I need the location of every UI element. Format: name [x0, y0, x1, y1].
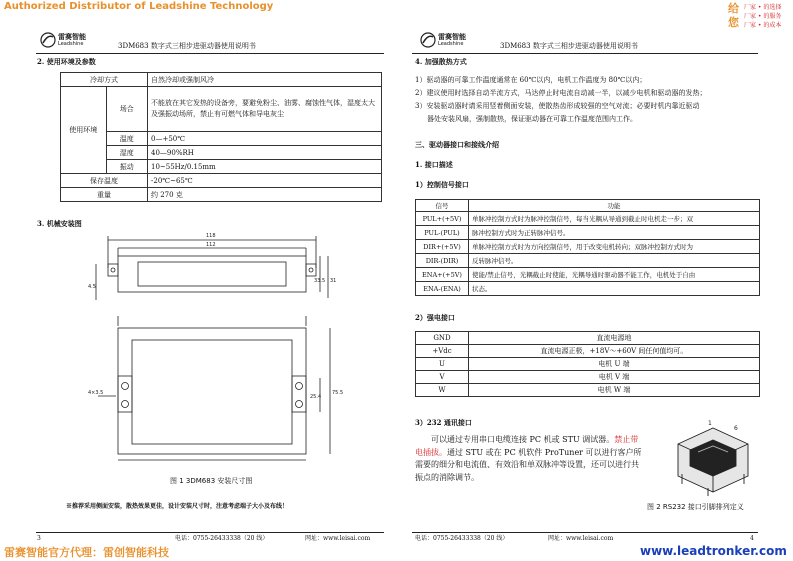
site-value: 不能放在其它发热的设备旁，要避免粉尘、油雾、腐蚀性气体，湿度太大及强振动场所，禁止有可燃气体和导电灰尘 [148, 87, 382, 132]
heat-list [415, 74, 760, 126]
weight-label: 重量 [61, 188, 148, 202]
pin-6-label: 6 [734, 425, 738, 432]
dim-hole: 4×3.5 [88, 390, 104, 396]
dim-75-5: 75.5 [332, 390, 344, 396]
table-cell: 直流电源地 [469, 332, 760, 345]
heat-item: 3）安装驱动器时请采用竖着侧面安装，使散热齿形成较强的空气对流；必要时机内靠近驱动 [415, 102, 700, 110]
leadshine-logo-icon [420, 32, 436, 48]
right-footer-web: 网址：www.leisai.com [548, 535, 614, 542]
website-banner[interactable]: www.leadtronker.com [640, 544, 787, 558]
leadshine-logo-icon [40, 32, 56, 48]
dim-112: 112 [206, 242, 216, 248]
sub-1-2-title: 2）强电接口 [415, 313, 455, 322]
right-footer-tel: 电话：0755-26433338（20 线） [415, 535, 509, 542]
store-label: 保存温度 [61, 174, 148, 188]
dim-118: 118 [206, 233, 216, 239]
weight-value: 约 270 克 [148, 188, 382, 202]
table-row: PUL+(+5V) [416, 212, 469, 226]
store-value: -20℃~65℃ [148, 174, 382, 188]
power-table [415, 331, 760, 397]
temp-label: 温度 [106, 132, 147, 146]
hum-value: 40—90%RH [148, 146, 382, 160]
table-cell: 单脉冲控制方式时为脉冲控制信号，每当光耦从导通到截止时电机走一步；双 [469, 212, 760, 226]
table-row: DIR-(DIR) [416, 254, 469, 268]
vib-label: 振动 [106, 160, 147, 174]
rj-connector-icon [668, 416, 758, 496]
heat-item: 器处安装风扇，强制散热，保证驱动器在可靠工作温度范围内工作。 [427, 115, 637, 123]
table-row: +Vdc [416, 345, 469, 358]
heat-item: 1）驱动器的可靠工作温度通常在 60℃以内，电机工作温度为 80℃以内； [415, 76, 647, 84]
dim-33-5: 33.5 [314, 278, 326, 284]
right-logo [420, 32, 480, 50]
section-4-title: 4. 加强散热方式 [415, 57, 467, 66]
table-cell: 电机 U 端 [469, 358, 760, 371]
table-cell: 电机 V 端 [469, 371, 760, 384]
sub-1-3-title: 3）232 通讯接口 [415, 418, 472, 427]
hum-label: 湿度 [106, 146, 147, 160]
distributor-banner: Authorized Distributor of Leadshine Technology [4, 1, 274, 12]
table-row: GND [416, 332, 469, 345]
table-cell: 使能/禁止信号，光耦截止时使能，光耦导通时驱动器不能工作，电机处于自由 [469, 268, 760, 282]
dim-4-5: 4.5 [88, 284, 96, 290]
site-label: 场合 [106, 87, 147, 132]
signal-table [415, 199, 760, 296]
left-logo [40, 32, 100, 50]
mechanical-drawing [88, 228, 348, 473]
brand-line-3: 厂家 • 的成本 [744, 22, 782, 29]
heat-item: 2）建议使用时选择自动半流方式，马达停止时电流自动减一半，以减少电机和驱动器的发热； [415, 89, 707, 97]
sub-1-1-title: 1）控制信号接口 [415, 180, 469, 189]
environment-table [60, 72, 382, 202]
table-cell: 单脉冲控制方式时为方向控制信号，用于改变电机转向；双脉冲控制方式时为 [469, 240, 760, 254]
left-header-title: 3DM683 数字式三相步进驱动器使用说明书 [118, 42, 256, 50]
brand-slogan [728, 2, 792, 36]
figure-2-caption: 图 2 RS232 接口引脚排列定义 [647, 503, 744, 511]
table-cell: 状态。 [469, 282, 760, 296]
logo-en-text: Leadshine [58, 41, 84, 47]
cool-value: 自然冷却或强制风冷 [148, 73, 382, 87]
sig-header-signal: 信号 [416, 200, 469, 212]
rs232-description [415, 434, 645, 484]
temp-value: 0—+50℃ [148, 132, 382, 146]
dim-25-4: 25.4 [310, 394, 322, 400]
table-row: V [416, 371, 469, 384]
left-footer-page: 3 [37, 535, 41, 542]
brand-line-1: 厂家 • 的选择 [744, 4, 782, 11]
left-footer-tel: 电话：0755-26433338（20 线） [175, 535, 269, 542]
pin-1-label: 1 [708, 420, 712, 427]
right-footer-page: 4 [750, 535, 754, 542]
table-row: ENA+(+5V) [416, 268, 469, 282]
rs232-warning: 禁止带电插拔。 [415, 435, 639, 457]
table-row: ENA-(ENA) [416, 282, 469, 296]
logo-cn-text: 雷赛智能 [58, 32, 86, 41]
left-footer-web: 网址：www.leisai.com [305, 535, 371, 542]
table-cell: 反转脉冲信号。 [469, 254, 760, 268]
brand-line-2: 厂家 • 的服务 [744, 13, 782, 20]
section-3-title: 3. 机械安装图 [37, 219, 82, 228]
table-row: PUL-(PUL) [416, 226, 469, 240]
brand-big-text: 给您 [728, 2, 739, 29]
rs232-text-a: 可以通过专用串口电缆连接 PC 机或 STU 调试器。 [431, 435, 615, 444]
agent-banner: 雷赛智能官方代理：雷创智能科技 [4, 546, 169, 559]
rs232-text-b: 通过 STU 或在 PC 机软件 ProTuner 可以进行客户所需要的细分和电流值、有效沿和单双脉冲等设置，还可以进行共振点的消除调节。 [415, 447, 642, 482]
section-2-title: 2. 使用环境及参数 [37, 57, 96, 66]
table-cell: 脉冲控制方式时为正转脉冲信号。 [469, 226, 760, 240]
dim-31: 31 [330, 278, 337, 284]
section-main-title: 三、驱动器接口和接线介绍 [415, 140, 499, 149]
sub-1-title: 1. 接口描述 [415, 160, 453, 169]
table-cell: 电机 W 端 [469, 384, 760, 397]
cool-label: 冷却方式 [61, 73, 148, 87]
use-env-label: 使用环境 [61, 87, 107, 174]
logo-cn-text: 雷赛智能 [438, 32, 466, 41]
logo-en-text: Leadshine [438, 41, 464, 47]
table-row: U [416, 358, 469, 371]
table-row: DIR+(+5V) [416, 240, 469, 254]
vib-value: 10~55Hz/0.15mm [148, 160, 382, 174]
installation-note: ※推荐采用侧面安装，散热效果更佳，设计安装尺寸时，注意考虑端子大小及布线！ [66, 503, 289, 510]
figure-1-caption: 图 1 3DM683 安装尺寸图 [170, 477, 253, 485]
table-row: W [416, 384, 469, 397]
table-cell: 直流电源正极，+18V～+60V 间任何值均可。 [469, 345, 760, 358]
right-header-title: 3DM683 数字式三相步进驱动器使用说明书 [500, 42, 638, 50]
sig-header-function: 功能 [469, 200, 760, 212]
